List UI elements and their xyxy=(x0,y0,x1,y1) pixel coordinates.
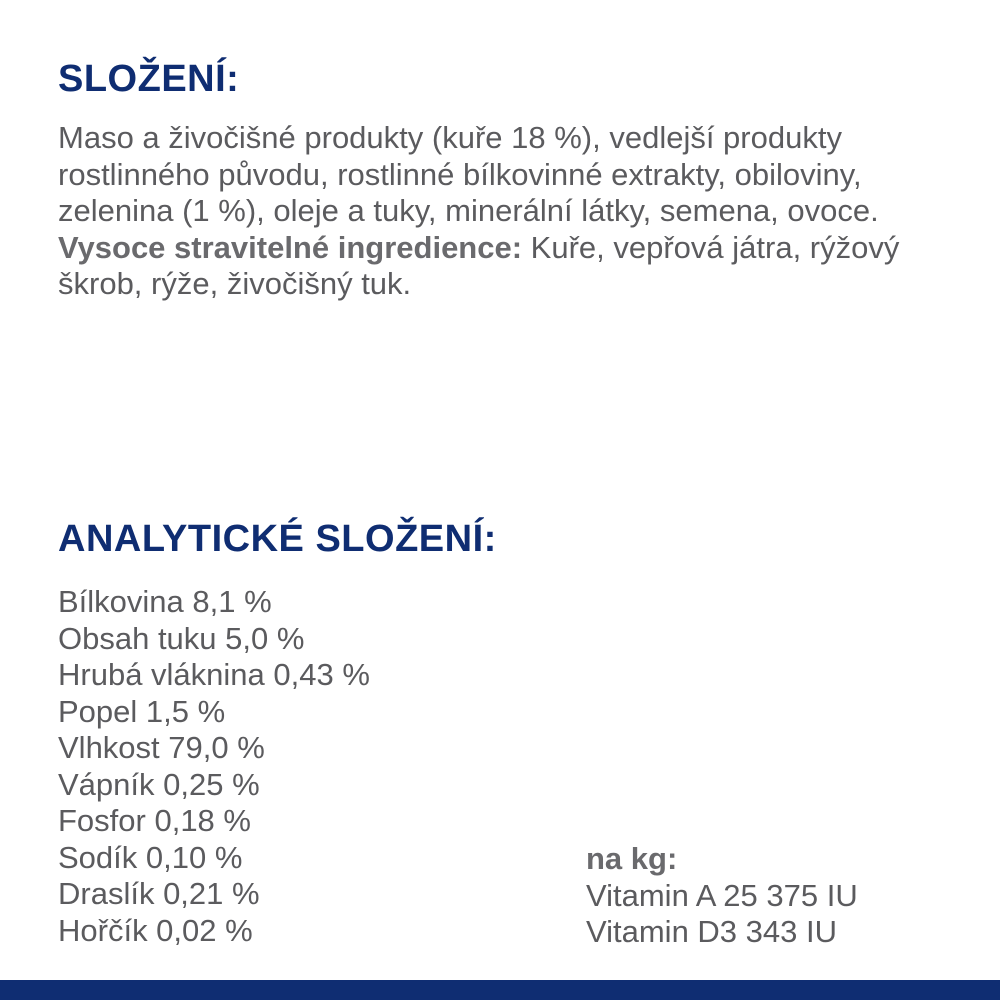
bottom-brand-bar xyxy=(0,980,1000,1000)
composition-heading: SLOŽENÍ: xyxy=(58,58,240,100)
vitamins-per-kg-block xyxy=(586,841,858,951)
analysis-item-calcium: Vápník 0,25 % xyxy=(58,766,260,802)
vitamin-a-value: Vitamin A 25 375 IU xyxy=(586,877,858,913)
analytical-composition-heading: ANALYTICKÉ SLOŽENÍ: xyxy=(58,518,497,560)
analysis-item-ash: Popel 1,5 % xyxy=(58,693,226,729)
analysis-item-protein: Bílkovina 8,1 % xyxy=(58,584,272,619)
highly-digestible-text: Kuře, vepřová játra, rýžový škrob, rýže, živočišný tuk. xyxy=(58,229,900,301)
analysis-item-magnesium: Hořčík 0,02 % xyxy=(58,912,253,948)
per-kg-label: na kg: xyxy=(586,841,678,876)
analysis-item-sodium: Sodík 0,10 % xyxy=(58,839,243,875)
analysis-item-potassium: Draslík 0,21 % xyxy=(58,876,260,911)
analytical-composition-list xyxy=(58,584,370,949)
composition-ingredients-text: Maso a živočišné produkty (kuře 18 %), vedlejší produkty rostlinného původu, rostlinné bílkovinné extrakty, obiloviny, zelenina (1 %), oleje a tuky, minerální látky, semena, ovoce. xyxy=(58,120,879,228)
highly-digestible-label: Vysoce stravitelné ingredience: xyxy=(58,229,523,265)
composition-text-block xyxy=(58,120,978,303)
analysis-item-fat: Obsah tuku 5,0 % xyxy=(58,620,305,656)
analysis-item-fibre: Hrubá vláknina 0,43 % xyxy=(58,657,370,692)
vitamin-d3-value: Vitamin D3 343 IU xyxy=(586,914,837,949)
analysis-item-moisture: Vlhkost 79,0 % xyxy=(58,730,265,765)
analysis-item-phosphorus: Fosfor 0,18 % xyxy=(58,803,251,838)
